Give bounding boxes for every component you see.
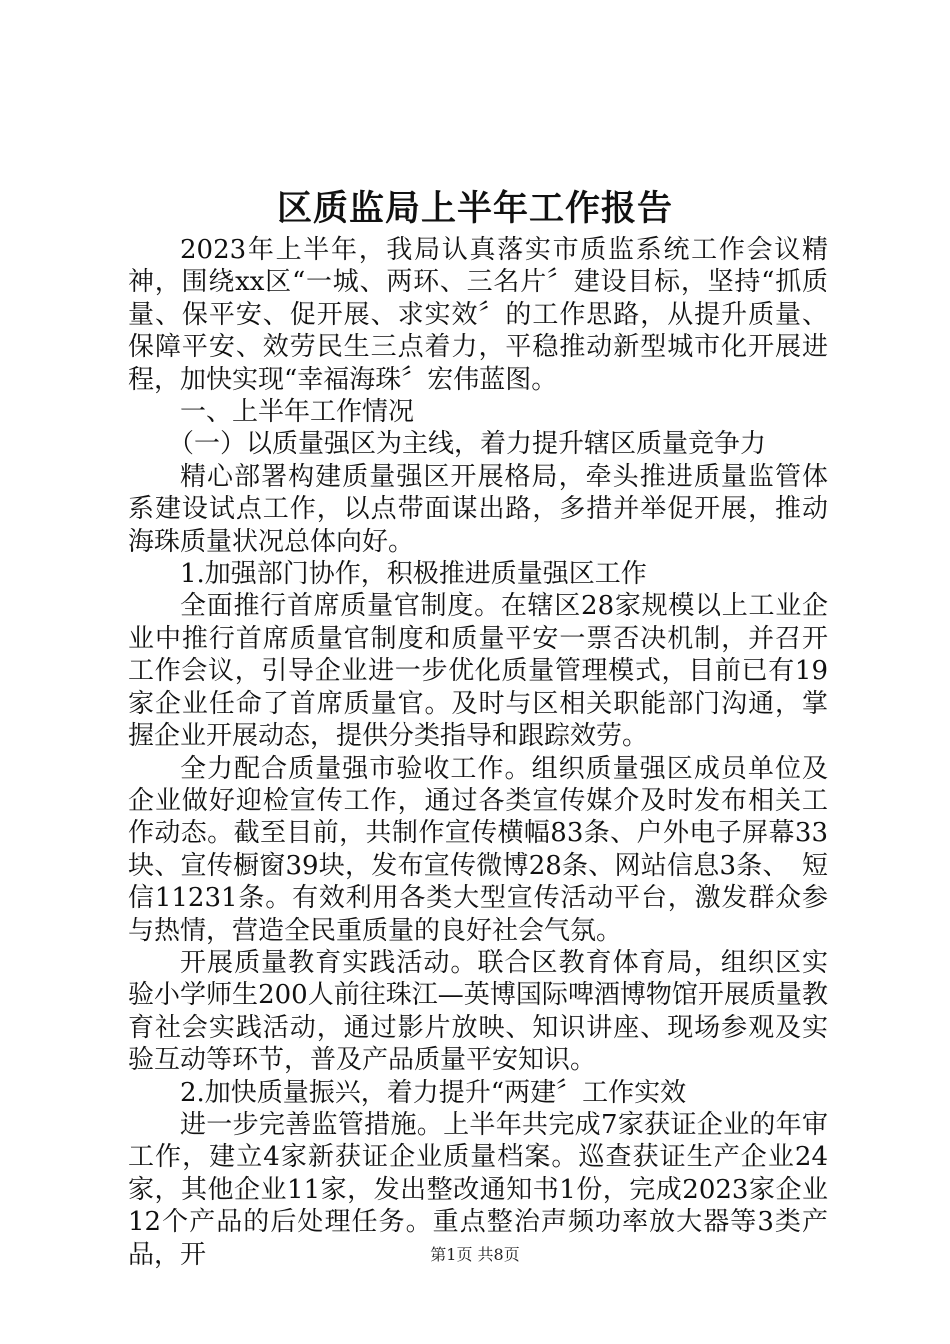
paragraph-acceptance-work: 全力配合质量强市验收工作。组织质量强区成员单位及企业做好迎检宣传工作，通过各类宣传媒介及时发布相关工作动态。截至目前，共制作宣传横幅83条、户外电子屏幕33块、宣传橱窗39块，发布宣传微博28条、网站信息3条、 短信11231条。有效利用各类大型宣传活动平台，激发群众参与热情，营造全民重质量的良好社会气氛。 xyxy=(128,753,828,946)
heading-item-2: 2.加快质量振兴，着力提升“两建〞工作实效 xyxy=(180,1077,687,1108)
paragraph-education-activity: 开展质量教育实践活动。联合区教育体育局，组织区实验小学师生200人前往珠江—英博国际啤酒博物馆开展质量教育社会实践活动，通过影片放映、知识讲座、现场参观及实验互动等环节，普及产品质量平安知识。 xyxy=(128,947,828,1076)
document-body xyxy=(128,234,828,1271)
heading-subsection-1: （一）以质量强区为主线，着力提升辖区质量竞争力 xyxy=(168,429,767,460)
paragraph-intro: 2023年上半年，我局认真落实市质监系统工作会议精神，围绕xx区“一城、两环、三名片〞建设目标，坚持“抓质量、保平安、促开展、求实效〞的工作思路，从提升质量、保障平安、效劳民生三点着力，平稳推动新型城市化开展进程，加快实现“幸福海珠〞宏伟蓝图。 xyxy=(128,235,828,395)
page-number: 第1页 共8页 xyxy=(430,1245,520,1264)
document-title: 区质监局上半年工作报告 xyxy=(276,188,673,229)
paragraph-supervision-measures: 进一步完善监管措施。上半年共完成7家获证企业的年审工作，建立4家新获证企业质量档案。巡查获证生产企业24家，其他企业11家，发出整改通知书1份，完成2023家企业12个产品的后处理任务。重点整治声频功率放大器等3类产品，开 xyxy=(128,1109,828,1270)
paragraph-chief-quality-officer: 全面推行首席质量官制度。在辖区28家规模以上工业企业中推行首席质量官制度和质量平安一票否决机制，并召开工作会议，引导企业进一步优化质量管理模式，目前已有19家企业任命了首席质量官。及时与区相关职能部门沟通，掌握企业开展动态，提供分类指导和跟踪效劳。 xyxy=(128,591,828,752)
heading-section-1: 一、上半年工作情况 xyxy=(180,397,415,428)
heading-item-1: 1.加强部门协作，积极推进质量强区工作 xyxy=(180,559,647,590)
paragraph-quality-overview: 精心部署构建质量强区开展格局，牵头推进质量监管体系建设试点工作，以点带面谋出路，多措并举促开展，推动海珠质量状况总体向好。 xyxy=(128,461,828,557)
